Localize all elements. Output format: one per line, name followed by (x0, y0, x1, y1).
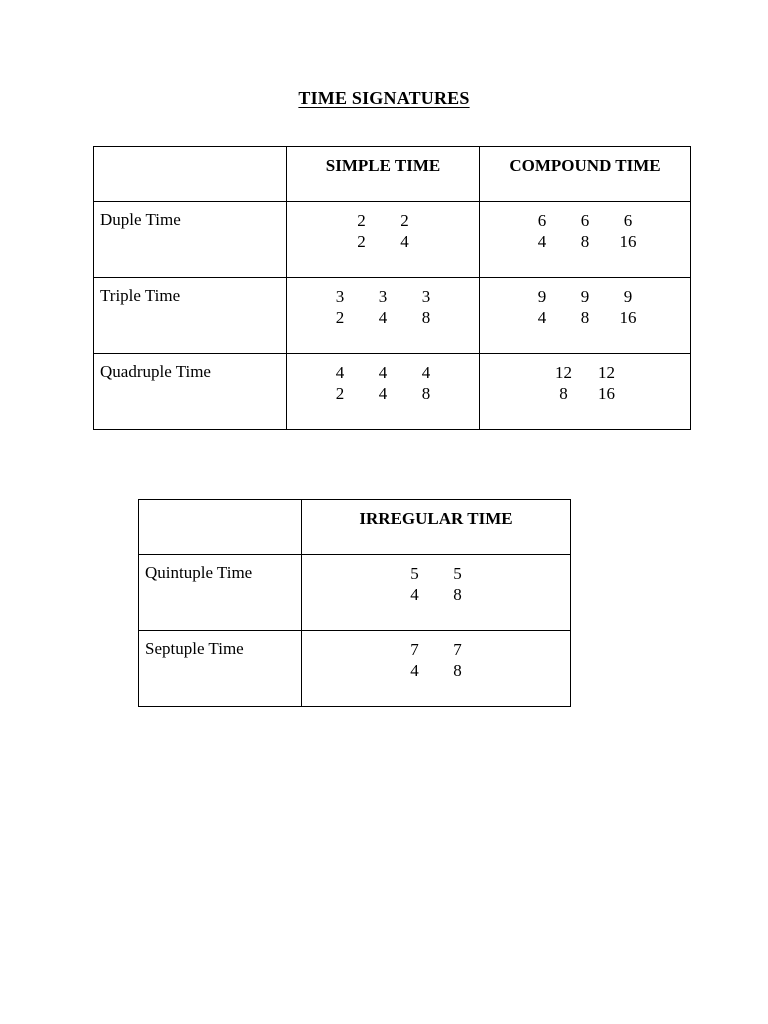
time-signature (575, 210, 595, 252)
sig-bottom: 4 (400, 232, 409, 251)
row-label-triple-time: Triple Time (94, 278, 287, 354)
sig-top: 12 (555, 363, 572, 382)
sig-bottom: 4 (410, 585, 419, 604)
sig-bottom: 16 (598, 384, 615, 403)
time-signature (532, 210, 552, 252)
irregular-time-table (138, 499, 571, 707)
signature-group (330, 286, 436, 328)
time-signature (618, 210, 638, 252)
sig-top: 6 (623, 211, 633, 230)
signature-group (532, 286, 638, 328)
sig-top: 6 (580, 211, 590, 230)
page-title: TIME SIGNATURES (298, 88, 470, 108)
sig-bottom: 2 (335, 384, 345, 403)
sig-top: 9 (623, 287, 633, 306)
time-signature (448, 639, 468, 681)
column-header-compound-time: COMPOUND TIME (480, 147, 691, 202)
sig-bottom: 8 (580, 308, 590, 327)
compound-time-cell (480, 354, 691, 430)
sig-bottom: 16 (619, 232, 637, 251)
time-signature (448, 563, 468, 605)
compound-time-cell (480, 278, 691, 354)
time-signature (395, 210, 415, 252)
simple-time-cell (287, 278, 480, 354)
sig-top: 4 (335, 363, 345, 382)
simple-time-cell (287, 202, 480, 278)
time-signature (405, 639, 425, 681)
time-signatures-table (93, 146, 691, 430)
sig-top: 4 (421, 363, 431, 382)
table-header-row (94, 147, 691, 202)
time-signature (554, 362, 574, 404)
table-row (139, 631, 571, 707)
simple-time-cell (287, 354, 480, 430)
sig-bottom: 8 (559, 384, 568, 403)
table-row (94, 202, 691, 278)
signature-group (405, 639, 468, 681)
time-signature (352, 210, 372, 252)
time-signature (416, 362, 436, 404)
row-label-quadruple-time: Quadruple Time (94, 354, 287, 430)
sig-bottom: 8 (453, 661, 462, 680)
sig-bottom: 4 (410, 661, 419, 680)
sig-bottom: 4 (537, 232, 547, 251)
signature-group (405, 563, 468, 605)
table-row (94, 354, 691, 430)
column-header-simple-time: SIMPLE TIME (287, 147, 480, 202)
sig-bottom: 8 (421, 384, 431, 403)
sig-bottom: 8 (580, 232, 590, 251)
time-signature (373, 362, 393, 404)
sig-top: 3 (421, 287, 431, 306)
sig-top: 5 (453, 564, 462, 583)
time-signature (405, 563, 425, 605)
row-label-quintuple-time: Quintuple Time (139, 555, 302, 631)
signature-group (330, 362, 436, 404)
irregular-time-cell (302, 631, 571, 707)
sig-top: 7 (410, 640, 419, 659)
row-label-septuple-time: Septuple Time (139, 631, 302, 707)
sig-bottom: 8 (421, 308, 431, 327)
sig-bottom: 4 (378, 308, 388, 327)
table-row (94, 278, 691, 354)
time-signature (373, 286, 393, 328)
compound-time-cell (480, 202, 691, 278)
sig-top: 3 (378, 287, 388, 306)
row-label-duple-time: Duple Time (94, 202, 287, 278)
sig-bottom: 2 (357, 232, 366, 251)
time-signature (597, 362, 617, 404)
sig-top: 5 (410, 564, 419, 583)
sig-bottom: 16 (619, 308, 637, 327)
empty-corner-cell (139, 500, 302, 555)
time-signature (575, 286, 595, 328)
signature-group (554, 362, 617, 404)
sig-bottom: 8 (453, 585, 462, 604)
signature-group (532, 210, 638, 252)
time-signature (618, 286, 638, 328)
sig-bottom: 4 (378, 384, 388, 403)
sig-bottom: 4 (537, 308, 547, 327)
empty-corner-cell (94, 147, 287, 202)
sig-top: 9 (580, 287, 590, 306)
column-header-irregular-time: IRREGULAR TIME (302, 500, 571, 555)
sig-top: 6 (537, 211, 547, 230)
sig-bottom: 2 (335, 308, 345, 327)
time-signature (330, 286, 350, 328)
sig-top: 3 (335, 287, 345, 306)
sig-top: 2 (357, 211, 366, 230)
sig-top: 12 (598, 363, 615, 382)
sig-top: 7 (453, 640, 462, 659)
time-signature (330, 362, 350, 404)
signature-group (352, 210, 415, 252)
table-header-row (139, 500, 571, 555)
sig-top: 9 (537, 287, 547, 306)
irregular-time-cell (302, 555, 571, 631)
table-row (139, 555, 571, 631)
sig-top: 4 (378, 363, 388, 382)
time-signature (416, 286, 436, 328)
sig-top: 2 (400, 211, 409, 230)
time-signature (532, 286, 552, 328)
